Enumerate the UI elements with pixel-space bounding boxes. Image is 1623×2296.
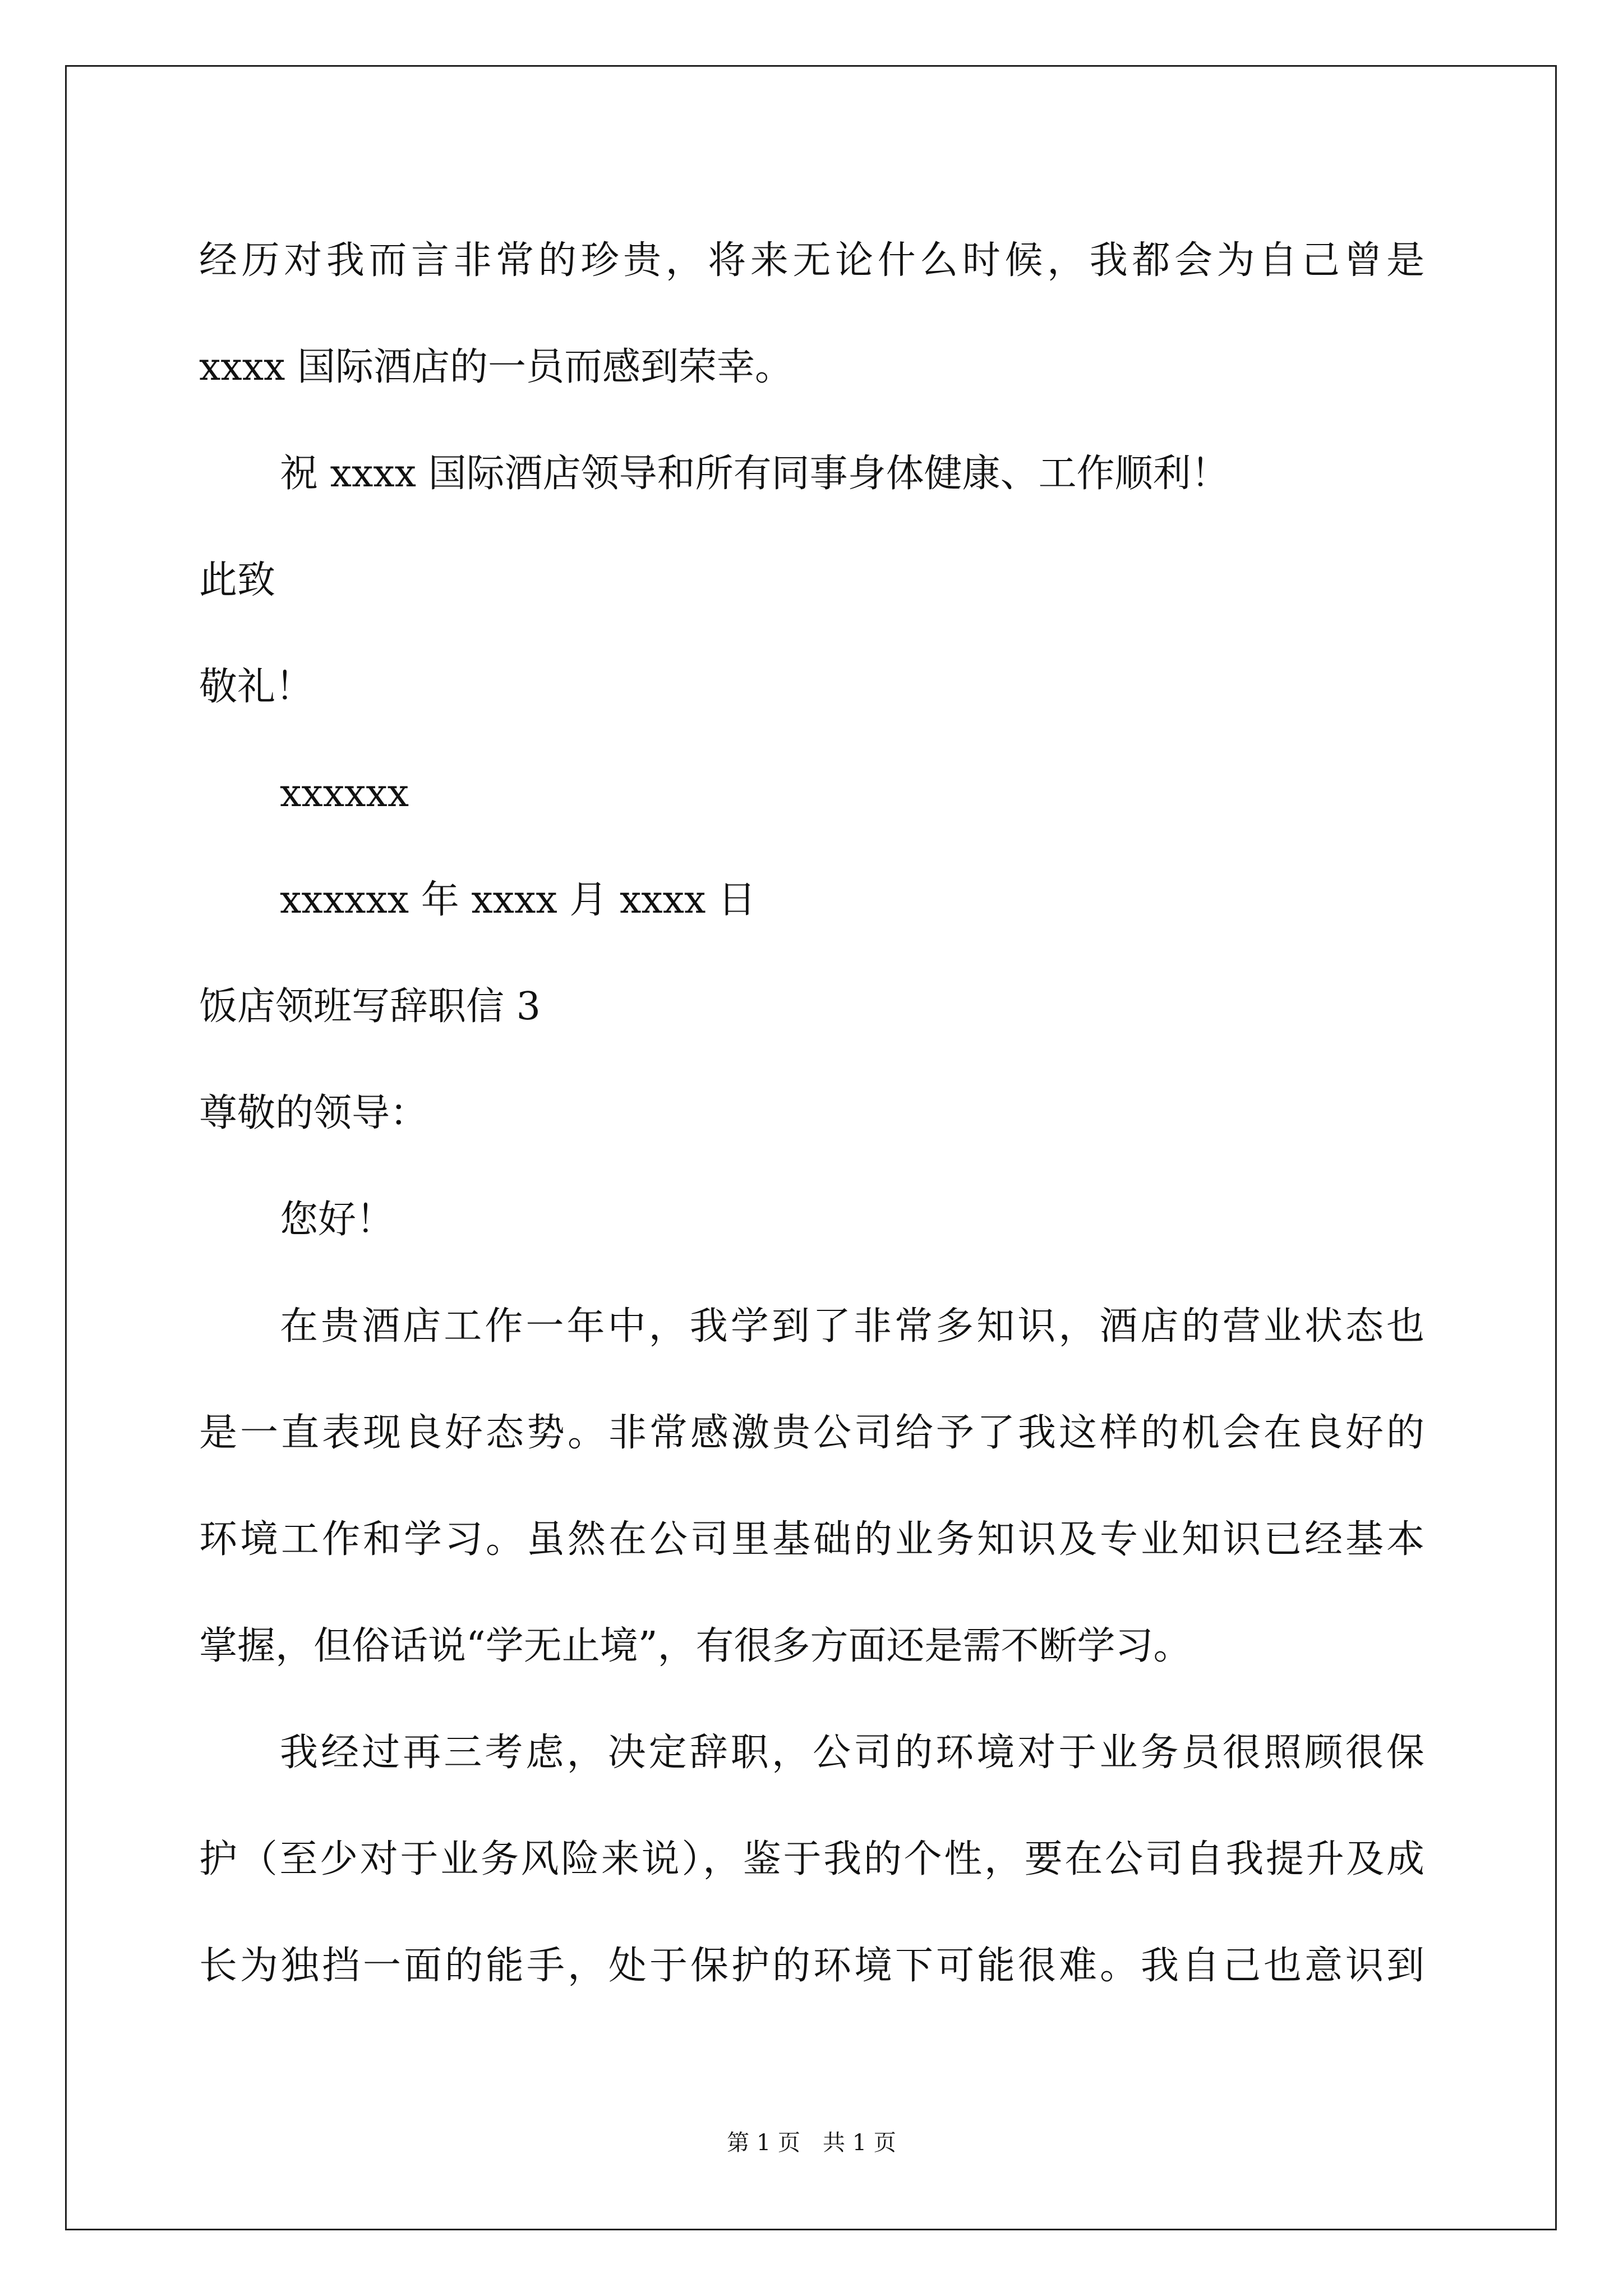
text-line-2: xxxx 国际酒店的一员而感到荣幸。	[199, 345, 794, 389]
letter-greeting: 尊敬的领导：	[199, 1091, 428, 1135]
section-title: 饭店领班写辞职信 3	[199, 984, 541, 1029]
document-body	[199, 208, 1433, 2019]
paragraph-2-line-1: 我经过再三考虑，决定辞职，公司的环境对于业务员很照顾很保	[280, 1731, 1424, 1775]
closing-regards: 敬礼！	[199, 665, 314, 709]
paragraph-1-line-1: 在贵酒店工作一年中，我学到了非常多知识，酒店的营业状态也	[280, 1304, 1424, 1349]
paragraph-2-line-2: 护（至少对于业务风险来说），鉴于我的个性，要在公司自我提升及成	[199, 1837, 1424, 1881]
text-line-3: 祝 xxxx 国际酒店领导和所有同事身体健康、工作顺利！	[280, 452, 1229, 496]
paragraph-2-line-3: 长为独挡一面的能手，处于保护的环境下可能很难。我自己也意识到	[199, 1944, 1424, 1988]
signature-name: xxxxxx	[280, 771, 409, 816]
page-footer: 第 1 页 共 1 页	[727, 2130, 896, 2156]
paragraph-1-line-3: 环境工作和学习。虽然在公司里基础的业务知识及专业知识已经基本	[199, 1517, 1424, 1562]
signature-date: xxxxxx 年 xxxx 月 xxxx 日	[280, 878, 756, 922]
letter-hello: 您好！	[280, 1198, 395, 1242]
paragraph-1-line-4: 掌握，但俗话说“学无止境”，有很多方面还是需不断学习。	[199, 1624, 1192, 1668]
text-line-1: 经历对我而言非常的珍贵，将来无论什么时候，我都会为自己曾是	[199, 238, 1424, 283]
closing-salutation: 此致	[199, 558, 276, 602]
paragraph-1-line-2: 是一直表现良好态势。非常感激贵公司给予了我这样的机会在良好的	[199, 1411, 1424, 1455]
